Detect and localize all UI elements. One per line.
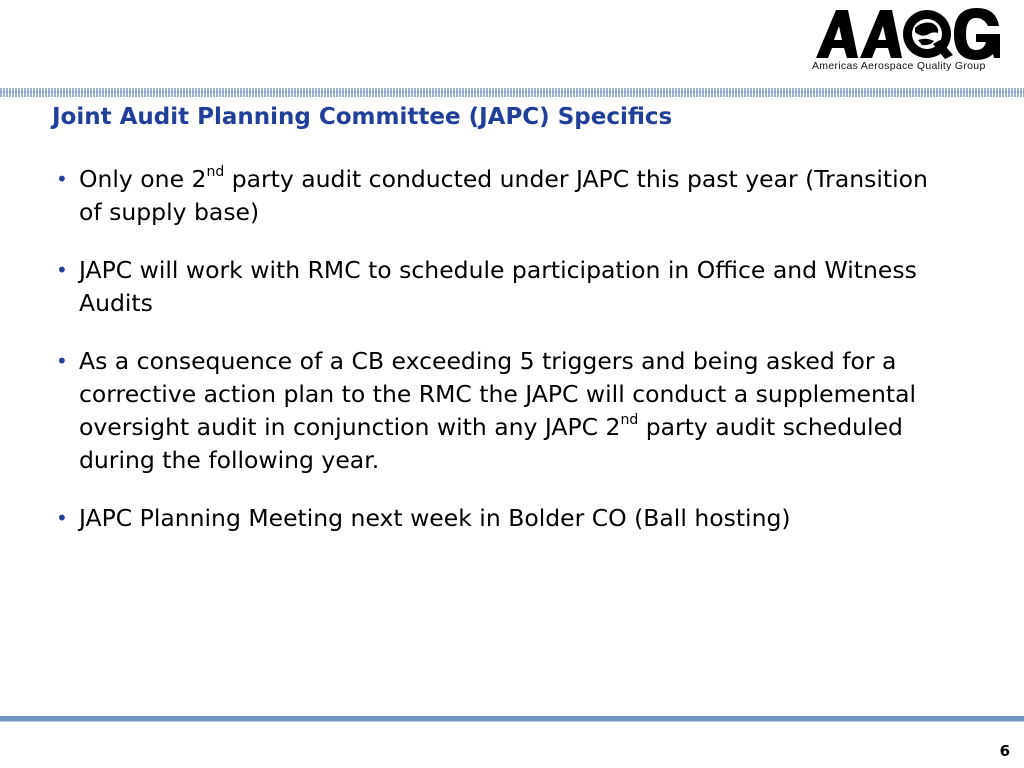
bullet-item (56, 345, 936, 477)
bullet-list (56, 163, 936, 560)
bullet-text: party audit conducted under JAPC this past year (Transition of supply base) (79, 165, 928, 226)
bullet-marker: • (56, 258, 68, 282)
header-divider (0, 88, 1024, 97)
bullet-item (56, 254, 936, 320)
bullet-text: JAPC will work with RMC to schedule participation in Office and Witness Audits (79, 256, 917, 317)
bullet-item (56, 502, 936, 535)
logo-tagline: Americas Aerospace Quality Group (812, 60, 986, 72)
ordinal-suffix: nd (206, 164, 225, 181)
bullet-text: JAPC Planning Meeting next week in Bolder CO (Ball hosting) (79, 504, 791, 532)
aaqg-wordmark-graphic (814, 6, 1004, 64)
bullet-item (56, 163, 936, 229)
footer-divider (0, 716, 1024, 722)
bullet-marker: • (56, 349, 68, 373)
slide-title: Joint Audit Planning Committee (JAPC) Specifics (52, 104, 673, 130)
page-number: 6 (999, 742, 1010, 760)
bullet-text: Only one 2 (79, 165, 207, 193)
bullet-marker: • (56, 506, 68, 530)
ordinal-suffix: nd (620, 412, 639, 429)
bullet-text: As a consequence of a CB exceeding 5 triggers and being asked for a corrective action plan to the RMC the JAPC will conduct a supplemental oversight audit in conjunction with any JAPC 2 (79, 347, 917, 441)
bullet-text: party audit scheduled during the following year. (79, 413, 903, 474)
bullet-marker: • (56, 167, 68, 191)
